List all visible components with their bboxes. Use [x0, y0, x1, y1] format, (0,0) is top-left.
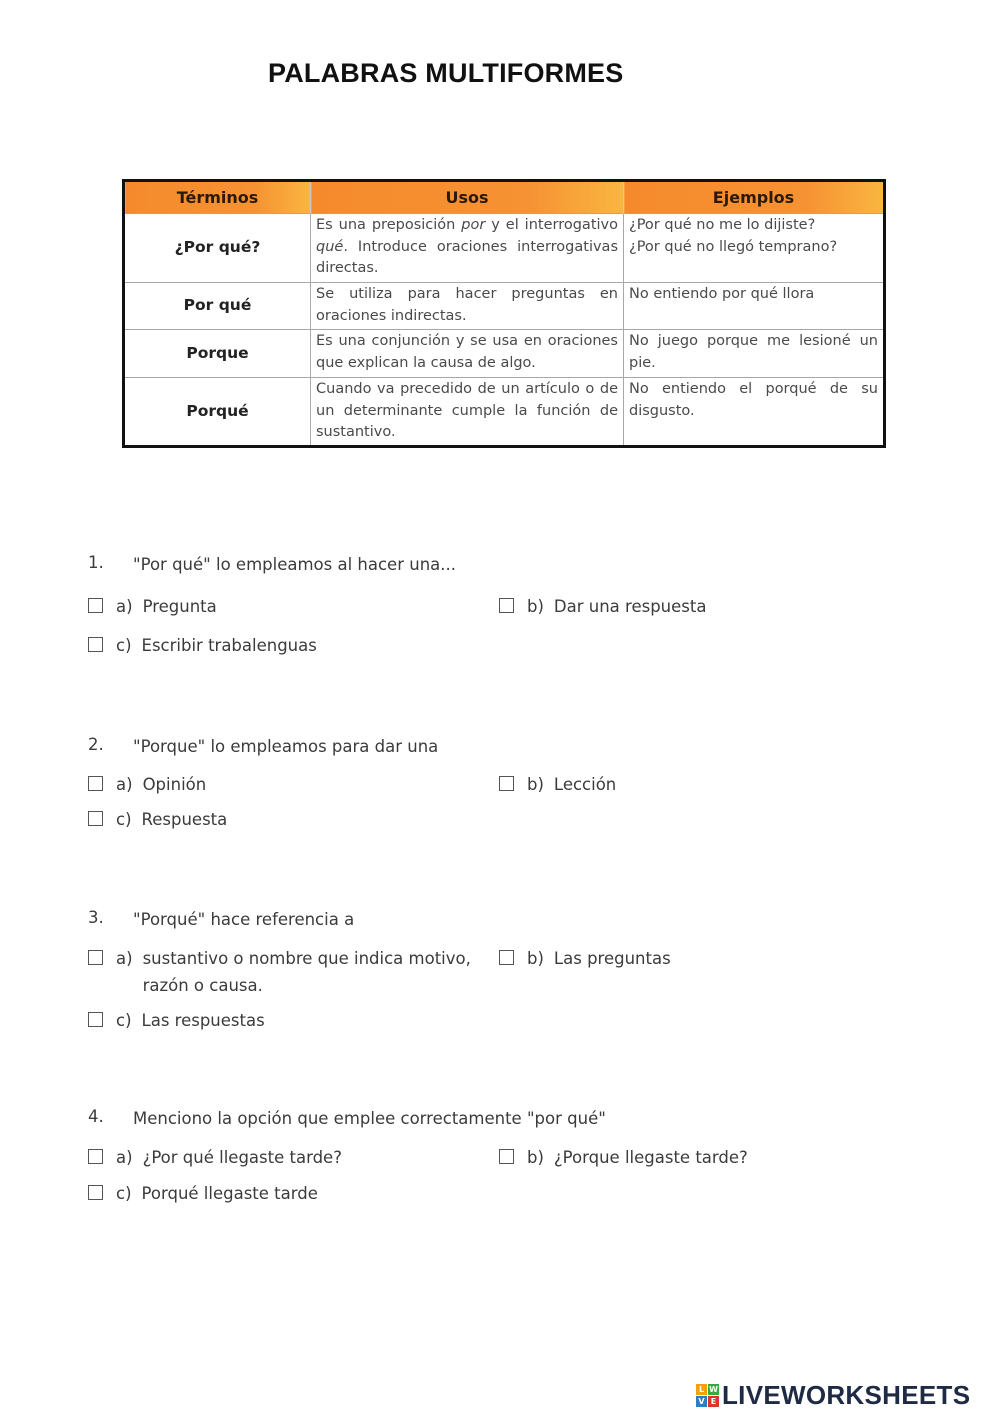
- question-number: 4.: [88, 1107, 104, 1126]
- option-1c[interactable]: [88, 632, 317, 659]
- checkbox[interactable]: [88, 1185, 103, 1200]
- option-letter: b): [527, 597, 544, 616]
- checkbox[interactable]: [499, 598, 514, 613]
- option-letter: c): [116, 636, 132, 655]
- checkbox[interactable]: [88, 811, 103, 826]
- table-row: [124, 330, 885, 378]
- page-title: PALABRAS MULTIFORMES: [268, 58, 624, 88]
- option-1a[interactable]: [88, 593, 217, 620]
- question-text: Menciono la opción que emplee correctamente "por qué": [133, 1109, 606, 1128]
- ejemplo-text: No entiendo el porqué de su disgusto.: [629, 381, 878, 419]
- table-row: [124, 214, 885, 283]
- uso-text: . Introduce oraciones interrogativas directas.: [316, 238, 618, 276]
- checkbox[interactable]: [499, 776, 514, 791]
- option-letter: a): [116, 775, 133, 794]
- option-text: Las preguntas: [553, 949, 671, 968]
- ejemplo-cell: [624, 330, 885, 378]
- logo-letter: W: [709, 1385, 718, 1394]
- term-cell: Porqué: [124, 378, 311, 447]
- option-text: Porqué llegaste tarde: [141, 1184, 318, 1203]
- question-3: [88, 908, 908, 1030]
- option-text: Escribir trabalenguas: [141, 636, 317, 655]
- option-text: Opinión: [142, 775, 207, 794]
- option-letter: a): [116, 1148, 133, 1167]
- option-letter: c): [116, 810, 132, 829]
- option-4b[interactable]: [499, 1144, 748, 1171]
- uso-italic-por: por: [461, 217, 486, 233]
- header-terminos: Términos: [124, 181, 311, 214]
- uso-italic-que: qué: [316, 238, 344, 255]
- liveworksheets-logo[interactable]: [696, 1380, 970, 1411]
- logo-letter: L: [696, 1384, 707, 1395]
- checkbox[interactable]: [88, 598, 103, 613]
- term-cell: Por qué: [124, 283, 311, 330]
- logo-letter: V: [696, 1396, 707, 1407]
- ejemplo-text: ¿Por qué no llegó temprano?: [629, 238, 838, 255]
- option-text: Lección: [553, 775, 617, 794]
- option-4a[interactable]: [88, 1144, 342, 1171]
- option-4c[interactable]: [88, 1180, 318, 1207]
- option-letter: b): [527, 949, 544, 968]
- option-1b[interactable]: [499, 593, 706, 620]
- option-text: Las respuestas: [141, 1011, 265, 1030]
- checkbox[interactable]: [499, 950, 514, 965]
- option-text: ¿Porque llegaste tarde?: [553, 1148, 748, 1167]
- uso-text: Es una preposición: [316, 217, 462, 233]
- ejemplo-cell: [624, 283, 885, 330]
- question-number: 1.: [88, 553, 104, 572]
- option-letter: c): [116, 1184, 132, 1203]
- uso-text: y el interrogativo: [485, 217, 618, 233]
- question-text: "Por qué" lo empleamos al hacer una...: [133, 555, 456, 574]
- logo-text: LIVEWORKSHEETS: [722, 1380, 971, 1410]
- term-cell: Porque: [124, 330, 311, 378]
- question-text: "Porque" lo empleamos para dar una: [133, 737, 439, 756]
- option-letter: b): [527, 1148, 544, 1167]
- option-2c[interactable]: [88, 806, 227, 833]
- checkbox[interactable]: [88, 776, 103, 791]
- option-3c[interactable]: [88, 1007, 265, 1034]
- question-number: 2.: [88, 735, 104, 754]
- header-usos: Usos: [311, 181, 624, 214]
- ejemplo-text: No entiendo por qué llora: [629, 286, 815, 302]
- checkbox[interactable]: [88, 1012, 103, 1027]
- header-ejemplos: Ejemplos: [624, 181, 885, 214]
- option-text: sustantivo o nombre que indica motivo, razón o causa.: [142, 949, 471, 995]
- option-3a[interactable]: [88, 945, 488, 999]
- ejemplo-text: No juego porque me lesioné un pie.: [629, 333, 878, 371]
- option-3b[interactable]: [499, 945, 671, 972]
- option-letter: a): [116, 949, 133, 968]
- question-number: 3.: [88, 908, 104, 927]
- uso-cell: Cuando va precedido de un artículo o de un determinante cumple la función de sustantivo.: [311, 378, 624, 447]
- checkbox[interactable]: [499, 1149, 514, 1164]
- question-4: [88, 1107, 908, 1203]
- terms-table: [122, 179, 886, 448]
- ejemplo-text: ¿Por qué no me lo dijiste?: [629, 217, 816, 233]
- table-header-row: [124, 181, 885, 214]
- table-row: [124, 283, 885, 330]
- checkbox[interactable]: [88, 637, 103, 652]
- question-2: [88, 735, 908, 829]
- uso-cell: Se utiliza para hacer preguntas en oraciones indirectas.: [311, 283, 624, 330]
- question-1: [88, 553, 908, 655]
- uso-cell: [311, 214, 624, 283]
- logo-mark-icon: [696, 1384, 719, 1407]
- option-letter: a): [116, 597, 133, 616]
- question-text: "Porqué" hace referencia a: [133, 910, 355, 929]
- ejemplo-cell: [624, 214, 885, 283]
- ejemplo-cell: [624, 378, 885, 447]
- option-text: Pregunta: [142, 597, 217, 616]
- option-text: Dar una respuesta: [553, 597, 707, 616]
- option-2b[interactable]: [499, 771, 616, 798]
- option-letter: b): [527, 775, 544, 794]
- logo-letter: E: [708, 1396, 719, 1407]
- term-cell: ¿Por qué?: [124, 214, 311, 283]
- table-row: [124, 378, 885, 447]
- option-text: Respuesta: [141, 810, 228, 829]
- option-letter: c): [116, 1011, 132, 1030]
- checkbox[interactable]: [88, 1149, 103, 1164]
- checkbox[interactable]: [88, 950, 103, 965]
- uso-cell: Es una conjunción y se usa en oraciones que explican la causa de algo.: [311, 330, 624, 378]
- option-2a[interactable]: [88, 771, 206, 798]
- option-text: ¿Por qué llegaste tarde?: [142, 1148, 342, 1167]
